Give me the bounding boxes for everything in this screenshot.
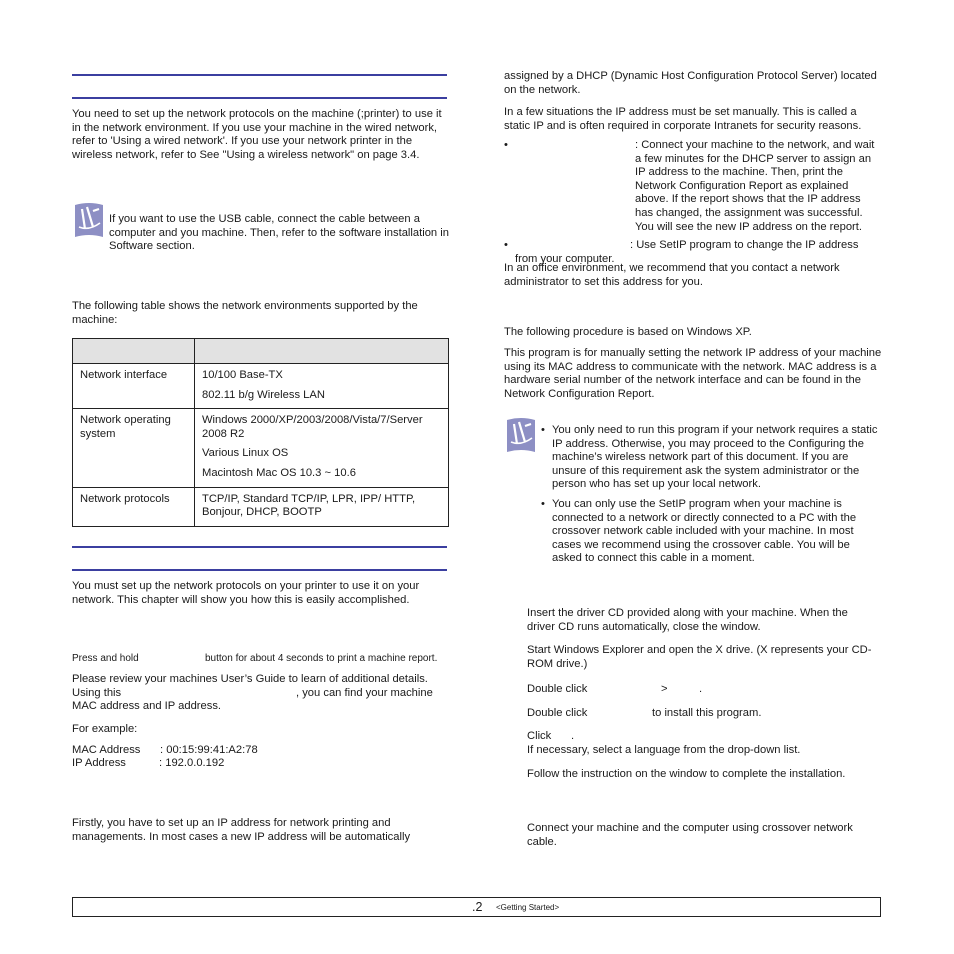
- section-rule-top: [72, 74, 447, 76]
- step-connect: Connect your machine and the computer using crossover network cable.: [527, 822, 853, 848]
- step-click-b: .: [571, 730, 575, 742]
- note-crossover: You can only use the SetIP program when your machine is connected to a network or directly connected to a PC with the crossover network cable included with your machine. In most cases we recommend using the crossover cable. You will be asked to connect this cable in a moment.: [552, 497, 857, 565]
- step-double-click-sep: >: [661, 683, 668, 695]
- bullet-static-text: : Use SetIP program to change the IP address from your computer.: [515, 239, 859, 265]
- table-header-cell: [73, 339, 195, 364]
- ip-address-label: IP Address: [72, 757, 126, 769]
- ip-method-list: [504, 139, 880, 266]
- section-rule-wired-top: [72, 546, 447, 548]
- table-intro: The following table shows the network environments supported by the machine:: [72, 300, 418, 326]
- note-icon: [505, 416, 537, 454]
- review-line-2b: , you can find your machine: [296, 687, 433, 699]
- firstly-paragraph: Firstly, you have to set up an IP address for network printing and managements. In most cases a new IP address will be automatically: [72, 817, 411, 843]
- ip-address-value: : 192.0.0.192: [159, 757, 225, 769]
- intro-paragraph: You need to set up the network protocols on the machine (;printer) to use it in the network environment. If you use your machine in the wired network, refer to 'Using a wired network'. If you use your network printer in the wireless network, refer to See "Using a wireless network" on page 3.4.: [72, 108, 442, 161]
- section-rule-intro: [72, 97, 447, 99]
- note-usb: If you want to use the USB cable, connect the cable between a computer and you machine. Then, refer to the software installation in Software section.: [109, 213, 449, 253]
- list-item: • : Connect your machine to the network, and wait a few minutes for the DHCP server to assign an IP address to the machine. Then, print the Network Configuration Report as explained above. If the report shows that the IP address has changed, the assignment was successful. You will see the new IP address on the report.: [504, 139, 875, 233]
- table-cell-values: [195, 364, 449, 409]
- table-cell-item: Network operating system: [73, 409, 195, 487]
- table-cell-item: Network interface: [73, 364, 195, 409]
- step-install-a: Double click: [527, 707, 588, 719]
- press-hold-b: button for about 4 seconds to print a machine report.: [205, 653, 438, 664]
- step-click-a: Click: [527, 730, 552, 742]
- list-item: • You can only use the SetIP program when your machine is connected to a network or directly connected to a PC with the crossover network cable included with your machine. In most cases we recommend using the crossover cable. You will be asked to connect this cable in a moment.: [541, 497, 857, 565]
- setip-note-list: [541, 424, 881, 566]
- step-double-click-end: .: [699, 683, 703, 695]
- note-icon: [73, 201, 105, 239]
- step-double-click-a: Double click: [527, 683, 588, 695]
- step-follow: Follow the instruction on the window to complete the installation.: [527, 768, 846, 780]
- table-value: TCP/IP, Standard TCP/IP, LPR, IPP/ HTTP, Bonjour, DHCP, BOOTP: [202, 492, 416, 519]
- table-value: 802.11 b/g Wireless LAN: [202, 388, 325, 401]
- page-footer: [72, 897, 881, 917]
- table-value: Macintosh Mac OS 10.3 ~ 10.6: [202, 466, 356, 479]
- table-row: [73, 409, 449, 487]
- table-row: [73, 364, 449, 409]
- setip-paragraph: This program is for manually setting the network IP address of your machine using its MAC address to communicate with the network. MAC address is a hardware serial number of the network interface and can be found in the Network Configuration Report.: [504, 347, 882, 400]
- list-item: • : Use SetIP program to change the IP address from your computer.: [504, 239, 859, 265]
- section-rule-wired: [72, 569, 447, 571]
- table-row: [73, 487, 449, 526]
- table-value: Windows 2000/XP/2003/2008/Vista/7/Server 2008 R2: [202, 414, 423, 440]
- footer-section: <Getting Started>: [496, 903, 560, 912]
- wired-intro: You must set up the network protocols on your printer to use it on your network. This chapter will show you how this is easily accomplished.: [72, 580, 420, 606]
- list-item: • You only need to run this program if your network requires a static IP address. Otherwise, you may proceed to the Configuring the machine’s wireless network part of this document. If you are unsure of this requirement ask the system administrator or the person who has set up your local network.: [541, 424, 878, 491]
- review-line-1: Please review your machines User’s Guide to learn of additional details.: [72, 673, 428, 685]
- mac-address-label: MAC Address: [72, 744, 141, 756]
- mac-address-value: : 00:15:99:41:A2:78: [160, 744, 258, 756]
- table-value: Various Linux OS: [202, 447, 289, 460]
- step-insert-cd: Insert the driver CD provided along with your machine. When the driver CD runs automatically, close the window.: [527, 607, 848, 633]
- note-static-ip: You only need to run this program if your network requires a static IP address. Otherwise, you may proceed to the Configuring the machine’s wireless network part of this document. If you are unsure of this requirement ask the system administrator or the person who has set up your local network.: [552, 424, 878, 491]
- table-cell-item: Network protocols: [73, 487, 195, 526]
- table-header-row: [73, 339, 449, 364]
- static-ip-paragraph: In a few situations the IP address must be set manually. This is called a static IP and is often required in corporate Intranets for security reasons.: [504, 106, 862, 132]
- table-cell-values: [195, 487, 449, 526]
- example-label: For example:: [72, 723, 138, 735]
- office-paragraph: In an office environment, we recommend that you contact a network administrator to set this address for you.: [504, 262, 840, 288]
- table-header-cell: [195, 339, 449, 364]
- table-value: 10/100 Base-TX: [202, 369, 283, 381]
- step-explorer: Start Windows Explorer and open the X drive. (X represents your CD-ROM drive.): [527, 644, 872, 670]
- press-hold-a: Press and hold: [72, 653, 139, 664]
- dhcp-continuation: assigned by a DHCP (Dynamic Host Configuration Protocol Server) located on the network.: [504, 70, 877, 96]
- page-number: .2: [472, 900, 483, 914]
- review-line-3: MAC address and IP address.: [72, 700, 222, 712]
- bullet-dhcp-text: : Connect your machine to the network, and wait a few minutes for the DHCP server to assign an IP address to the machine. Then, print the Network Configuration Report as explained above. If the report shows that the IP address has changed, the assignment was successful. You will see the new IP address on the report.: [635, 139, 875, 233]
- step-install-b: to install this program.: [652, 707, 762, 719]
- procedure-line: The following procedure is based on Windows XP.: [504, 326, 752, 338]
- review-line-2a: Using this: [72, 687, 122, 699]
- network-environment-table: [72, 338, 449, 527]
- step-language: If necessary, select a language from the drop-down list.: [527, 744, 801, 756]
- table-cell-values: [195, 409, 449, 487]
